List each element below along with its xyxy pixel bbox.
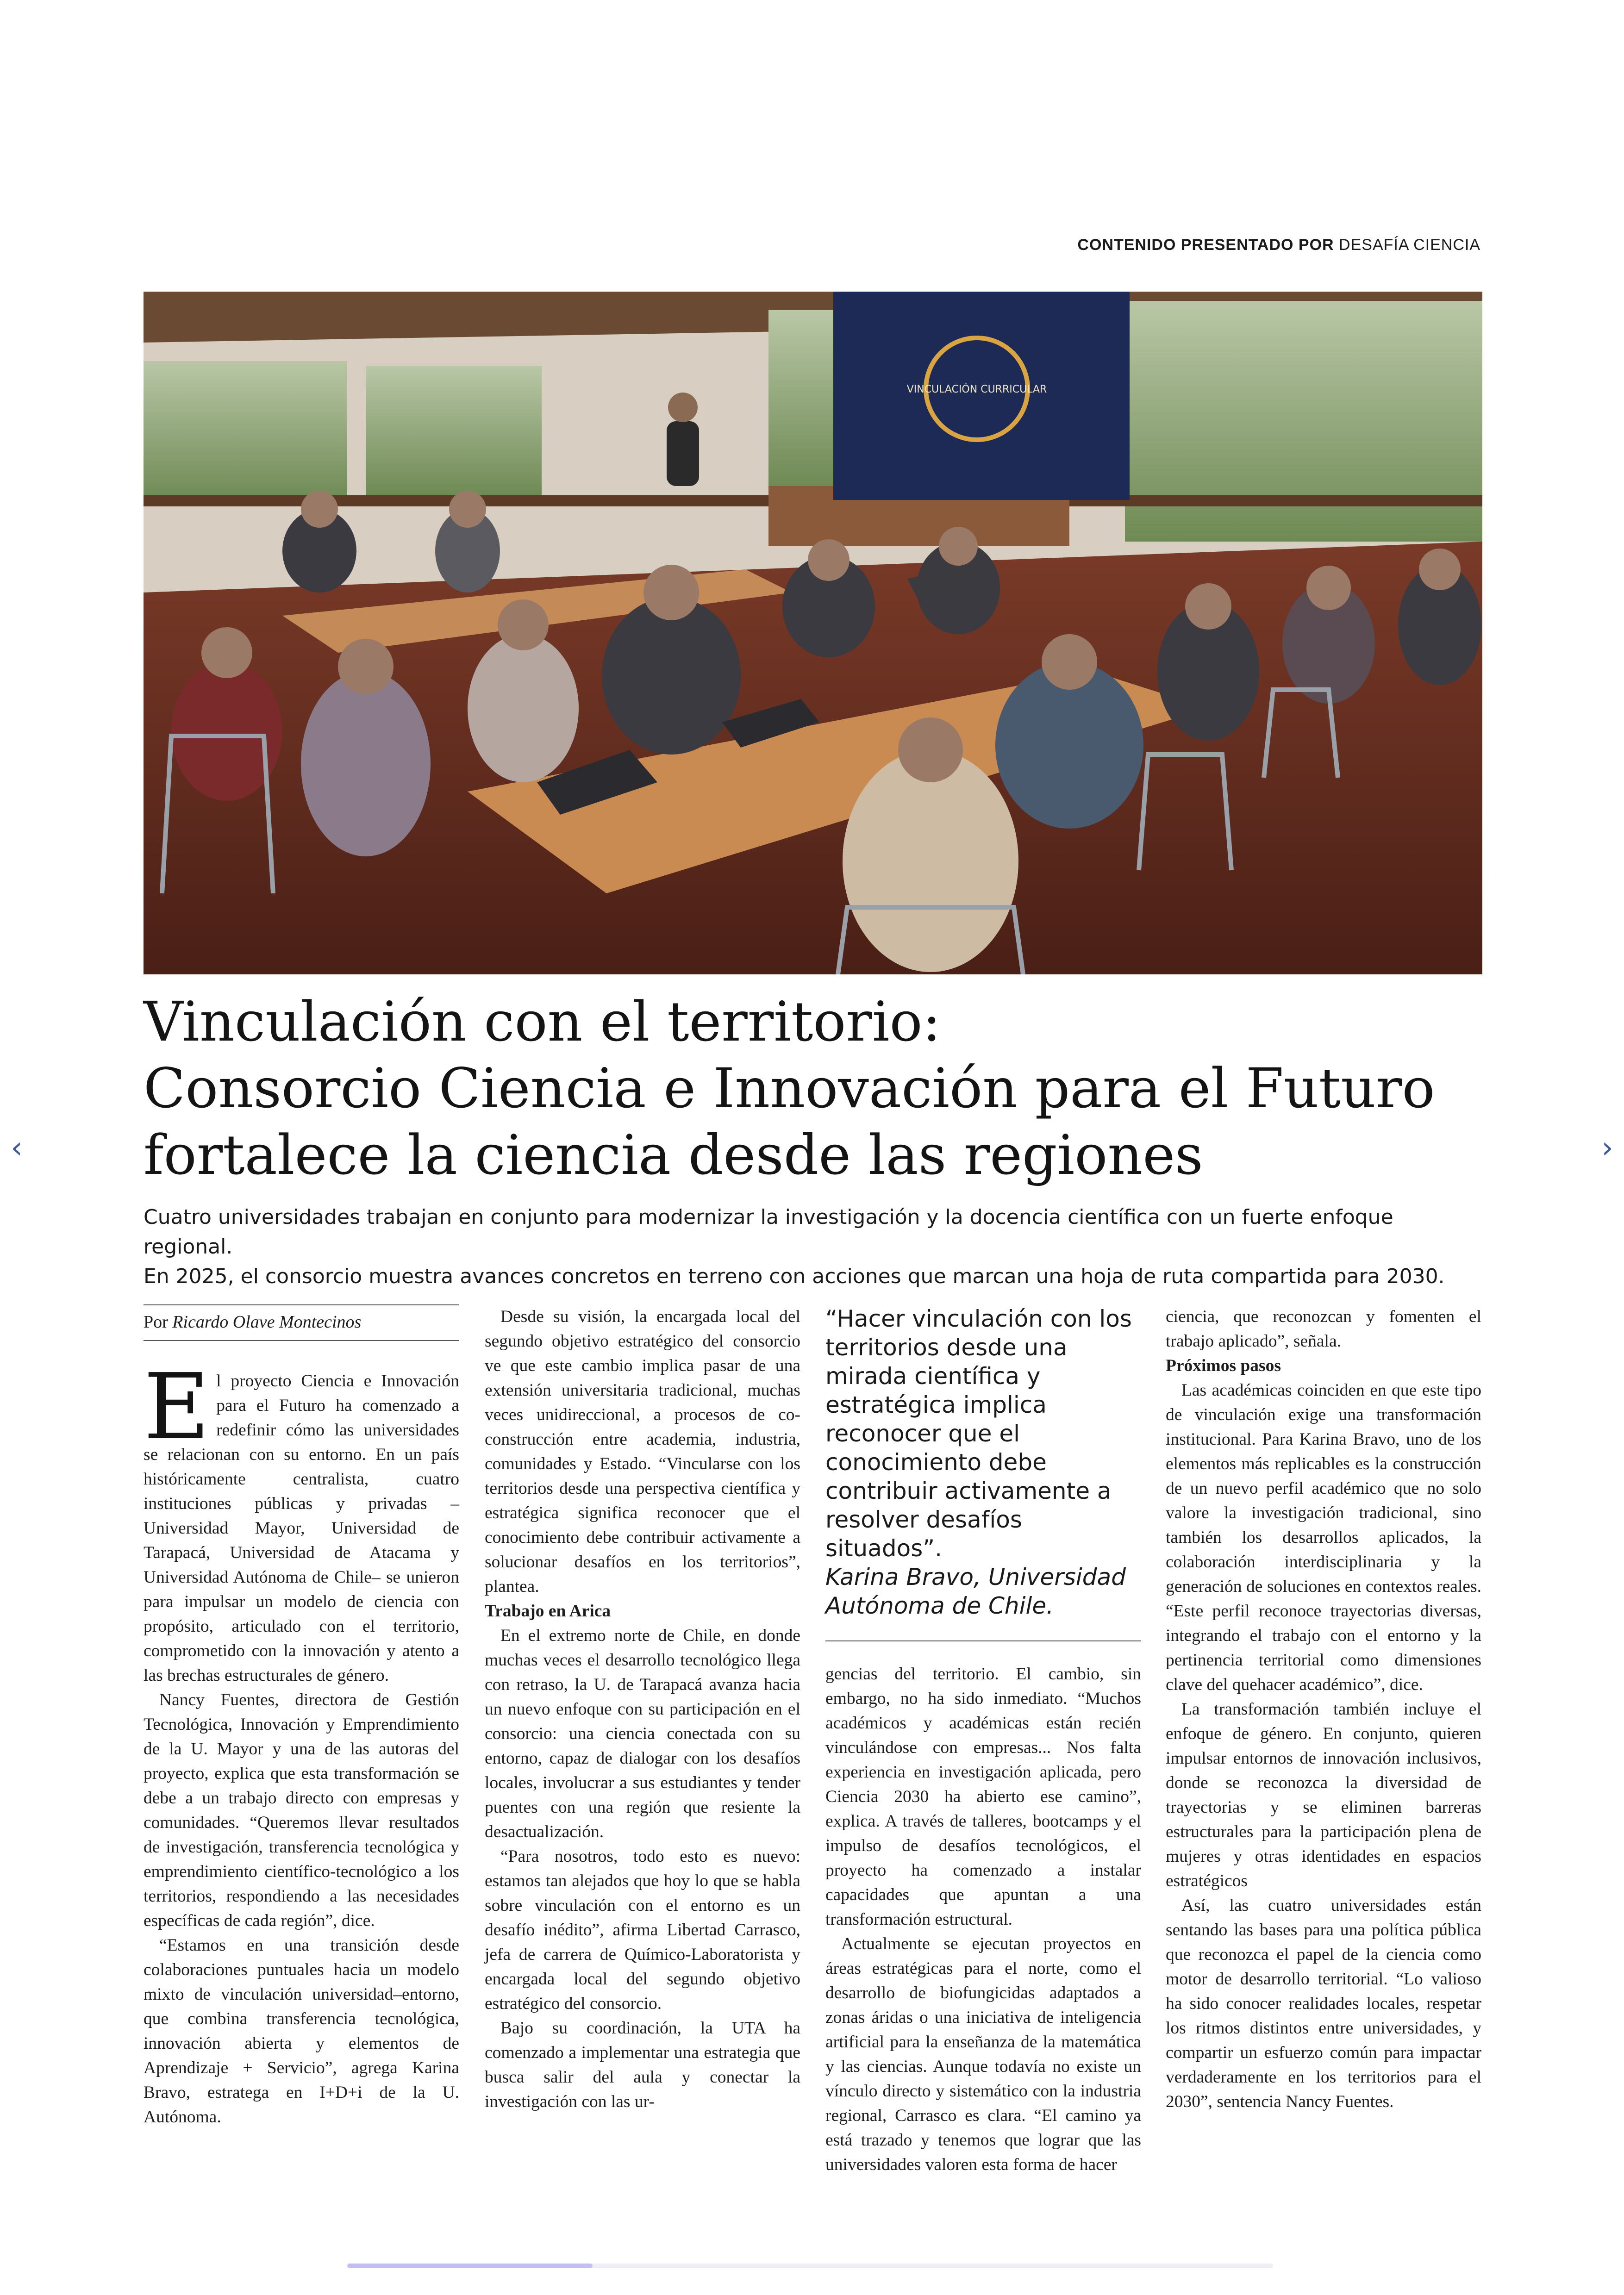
subheading-proximos-pasos: Próximos pasos — [1166, 1356, 1281, 1375]
paragraph: Así, las cuatro universidades están sentando las bases para una política pública que reconozca el papel de la ciencia como motor de desarrollo territorial. “Lo valioso ha sido conocer realidades locales, respetar los ritmos distintos entre universidades, y compartir un esfuerzo común para impactar verdaderamente en los territorios para el 2030”, sentencia Nancy Fuentes. — [1166, 1896, 1481, 2111]
paragraph: gencias del territorio. El cambio, sin embargo, no ha sido inmediato. “Muchos académicos y académicas están recién vinculándose con empresas... Nos falta experiencia en investigación aplicada, pero Ciencia 2030 ha abierto ese camino”, explica. A través de talleres, bootcamps y el impulso de desafíos tecnológicos, el proyecto ha comenzado a instalar capacidades que apuntan a una transformación estructural. — [825, 1665, 1141, 1929]
paragraph: Nancy Fuentes, directora de Gestión Tecnológica, Innovación y Emprendimiento de la U. Mayor y una de las autoras del proyecto, explica que esta transformación se debe a un trabajo directo con empresas y comunidades. “Queremos llevar resultados de investigación, transferencia tecnológica y emprendimiento científico-tecnológico a los territorios, respondiendo a las necesidades específicas de cada región”, dice. — [144, 1690, 459, 1930]
headline-line-1: Vinculación con el territorio: — [144, 990, 941, 1054]
paragraph: Bajo su coordinación, la UTA ha comenzado a implementar una estrategia que busca salir del aula y conectar la investigación con las ur- — [485, 2019, 800, 2111]
article-dek — [144, 1203, 1486, 1291]
article-column-4 — [1166, 1304, 1481, 2114]
projector-screen — [833, 292, 1130, 500]
byline-author: Ricardo Olave Montecinos — [172, 1312, 362, 1332]
dek-line-1: Cuatro universidades trabajan en conjunto para modernizar la investigación y la docencia científica con un fuerte enfoque regional. — [144, 1205, 1393, 1259]
paragraph: En el extremo norte de Chile, en donde muchas veces el desarrollo tecnológico llega con retraso, la U. de Tarapacá avanza hacia un nuevo enfoque con su participación en el consorcio: una ciencia conectada con su entorno, capaz de dialogar con los desafíos locales, involucrar a sus estudiantes y tender puentes con una región que resiente la desactualización. — [485, 1626, 800, 1841]
pull-quote-attribution: Karina Bravo, Universidad Autónoma de Chile. — [825, 1564, 1126, 1619]
paragraph: ciencia, que reconozcan y fomenten el trabajo aplicado”, señala. — [1166, 1307, 1481, 1351]
dek-line-2: En 2025, el consorcio muestra avances concretos en terreno con acciones que marcan una hoja de ruta compartida para 2030. — [144, 1265, 1445, 1288]
paragraph: “Para nosotros, todo esto es nuevo: estamos tan alejados que hoy lo que se habla sobre vinculación con el entorno es un desafío inédito”, afirma Libertad Carrasco, jefa de carrera de Químico-Laboratorista y encargada local del segundo objetivo estratégico del consorcio. — [485, 1847, 800, 2013]
sponsor-brand: DESAFÍA CIENCIA — [1339, 236, 1480, 254]
article-column-2 — [485, 1304, 800, 2114]
article-photo — [144, 292, 1482, 974]
chevron-right-icon: › — [1601, 1131, 1613, 1165]
pull-quote-text: “Hacer vinculación con los territorios desde una mirada científica y estratégica implica reconocer que el conocimiento debe contribuir activamente a resolver desafíos situados”. — [825, 1305, 1132, 1562]
headline-line-3: fortalece la ciencia desde las regiones — [144, 1123, 1203, 1187]
subheading-arica: Trabajo en Arica — [485, 1602, 611, 1621]
article-headline — [144, 988, 1486, 1188]
paragraph: Las académicas coinciden en que este tipo de vinculación exige una transformación institucional. Para Karina Bravo, uno de los elementos más replicables es la construcción de un nuevo perfil académico que no solo valore la investigación tradicional, sino también los desarrollos aplicados, la colaboración interdisciplinaria y la generación de soluciones en contextos reales. “Este perfil reconoce trayectorias diversas, integrando el trabajo con el entorno y la pertinencia territorial como dimensiones clave del quehacer académico”, dice. — [1166, 1381, 1481, 1694]
lead-paragraph — [144, 1354, 459, 1688]
chevron-left-icon: ‹ — [11, 1131, 23, 1165]
byline — [144, 1304, 459, 1341]
lead-paragraph-text: l proyecto Ciencia e Innovación para el Futuro ha comenzado a redefinir cómo las universidades se relacionan con su entorno. En un país históricamente centralista, cuatro instituciones públicas y privadas –Universidad Mayor, Universidad de Tarapacá, Universidad de Atacama y Universidad Autónoma de Chile– se unieron para impulsar un modelo de ciencia con propósito, articulado con el territorio, comprometido con la innovación y atento a las brechas estructurales de género. — [144, 1372, 459, 1685]
next-page-button[interactable] — [1593, 1129, 1621, 1166]
page-progress-fill — [347, 2264, 593, 2268]
drop-cap: E — [144, 1354, 210, 1460]
pull-quote — [825, 1304, 1141, 1641]
previous-page-button[interactable] — [3, 1129, 31, 1166]
byline-prefix: Por — [144, 1312, 168, 1332]
paragraph: Actualmente se ejecutan proyectos en áreas estratégicas para el norte, como el desarrollo de biofungicidas adaptados a zonas áridas o una iniciativa de inteligencia artificial para la enseñanza de la matemática y las ciencias. Aunque todavía no existe un vínculo directo y sistemático con la industria regional, Carrasco es clara. “El camino ya está trazado y tenemos que lograr que las universidades valoren esta forma de hacer — [825, 1934, 1141, 2174]
screen-title: VINCULACIÓN CURRICULAR — [906, 384, 1047, 395]
sponsor-prefix: CONTENIDO PRESENTADO POR — [1077, 236, 1334, 254]
paragraph: Desde su visión, la encargada local del segundo objetivo estratégico del consorcio ve que este cambio implica pasar de una extensión universitaria tradicional, muchas veces unidireccional, a procesos de co-construcción entre academia, industria, comunidades y Estado. “Vincularse con los territorios desde una perspectiva científica y estratégica significa reconocer que el conocimiento debe contribuir activamente a solucionar desafíos en los territorios”, plantea. — [485, 1307, 800, 1596]
classroom-photo-illustration — [144, 292, 1482, 974]
paragraph: La transformación también incluye el enfoque de género. En conjunto, quieren impulsar entornos de innovación inclusivos, donde se reconozca la diversidad de trayectorias y se eliminen barreras estructurales para la participación plena de mujeres y otras identidades en espacios estratégicos — [1166, 1700, 1481, 1890]
headline-line-2: Consorcio Ciencia e Innovación para el Futuro — [144, 1056, 1435, 1120]
paragraph: “Estamos en una transición desde colaboraciones puntuales hacia un modelo mixto de vinculación universidad–entorno, que combina transferencia tecnológica, innovación abierta y elementos de Aprendizaje + Servicio”, agrega Karina Bravo, estratega en I+D+i de la U. Autónoma. — [144, 1936, 459, 2127]
page-progress-bar[interactable] — [347, 2264, 1273, 2268]
article-column-1 — [144, 1304, 459, 2129]
sponsor-label — [1077, 236, 1480, 254]
article-column-3 — [825, 1304, 1141, 2177]
